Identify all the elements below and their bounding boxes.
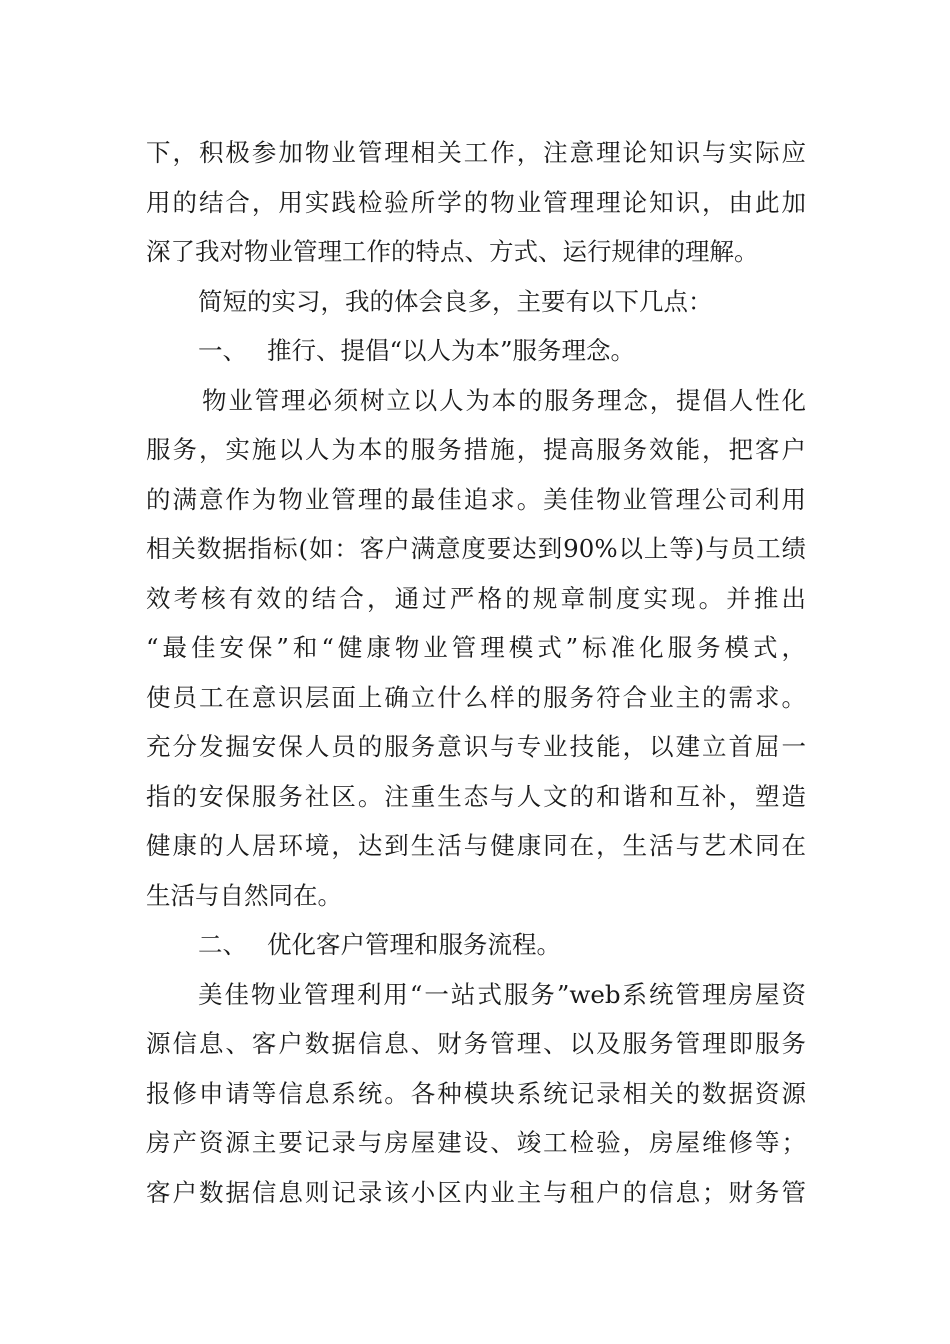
section-heading-2	[146, 920, 806, 970]
text-line: 报修申请等信息系统。各种模块系统记录相关的数据资源	[146, 1078, 806, 1108]
text-line: 健康的人居环境，达到生活与健康同在，生活与艺术同在	[146, 831, 806, 860]
paragraph-1	[146, 128, 806, 277]
heading-text: 推行、提倡“以人为本”服务理念。	[267, 336, 636, 365]
text-line: 服务，实施以人为本的服务措施，提高服务效能，把客户	[146, 435, 806, 464]
text-line: 相关数据指标(如：客户满意度要达到90%以上等)与员工绩	[146, 534, 806, 563]
text-line: “最佳安保”和“健康物业管理模式”标准化服务模式，	[146, 633, 806, 662]
heading-number: 二、	[198, 930, 247, 959]
text-line: 房产资源主要记录与房屋建设、竣工检验，房屋维修等；	[146, 1128, 806, 1157]
paragraph-2	[146, 277, 806, 327]
text-line: 生活与自然同在。	[146, 880, 342, 910]
text-line: 使员工在意识层面上确立什么样的服务符合业主的需求。	[146, 682, 806, 712]
text-line: 下，积极参加物业管理相关工作，注意理论知识与实际应	[146, 138, 806, 167]
section-heading-1	[146, 326, 806, 376]
text-line: 指的安保服务社区。注重生态与人文的和谐和互补，塑造	[146, 781, 806, 811]
text-line: 源信息、客户数据信息、财务管理、以及服务管理即服务	[146, 1029, 806, 1058]
text-line: 客户数据信息则记录该小区内业主与租户的信息；财务管	[146, 1177, 806, 1207]
text-line: 用的结合，用实践检验所学的物业管理理论知识，由此加	[146, 187, 806, 217]
paragraph-3	[146, 376, 806, 921]
text-line: 美佳物业管理利用“一站式服务”web系统管理房屋资	[198, 979, 806, 1009]
text-line: 充分发掘安保人员的服务意识与专业技能，以建立首屈一	[146, 732, 806, 761]
text-line: 物业管理必须树立以人为本的服务理念，提倡人性化	[202, 385, 806, 415]
heading-number: 一、	[198, 336, 247, 365]
text-line: 效考核有效的结合，通过严格的规章制度实现。并推出	[146, 583, 806, 613]
text-line: 深了我对物业管理工作的特点、方式、运行规律的理解。	[146, 237, 759, 266]
paragraph-4	[146, 970, 806, 1218]
document-body	[146, 128, 806, 1217]
heading-text: 优化客户管理和服务流程。	[267, 930, 561, 959]
text-line: 简短的实习，我的体会良多，主要有以下几点：	[198, 286, 713, 316]
text-line: 的满意作为物业管理的最佳追求。美佳物业管理公司利用	[146, 484, 806, 514]
